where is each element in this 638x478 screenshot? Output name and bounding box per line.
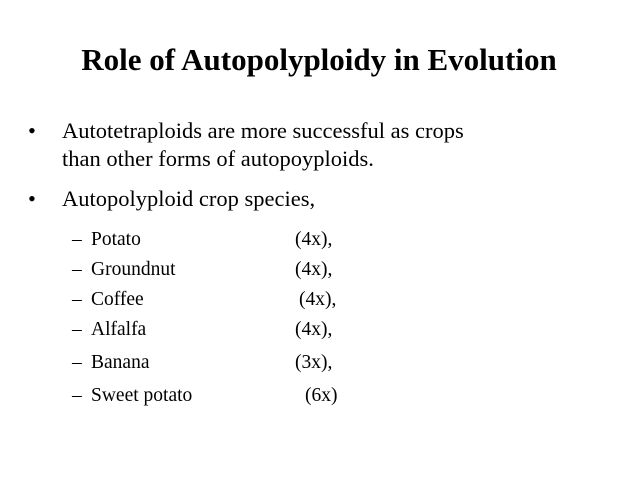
- crop-name: Sweet potato: [91, 385, 193, 406]
- sub-dash: –: [72, 319, 82, 340]
- sub-item-groundnut: [72, 257, 392, 283]
- sub-item-alfalfa: [72, 317, 392, 343]
- crop-name: Groundnut: [91, 259, 176, 280]
- crop-ploidy: (4x),: [299, 289, 337, 310]
- sub-dash: –: [72, 385, 82, 406]
- bullet-dot: •: [28, 186, 36, 211]
- crop-ploidy: (4x),: [295, 259, 333, 280]
- sub-dash: –: [72, 229, 82, 250]
- bullet-dot: •: [28, 118, 36, 143]
- crop-ploidy: (4x),: [295, 229, 333, 250]
- sub-item-sweet-potato: [72, 383, 392, 409]
- bullet-text-line: than other forms of autopoyploids.: [62, 146, 374, 171]
- bullet-text: [62, 117, 464, 173]
- sub-item-banana: [72, 350, 392, 376]
- slide-title: Role of Autopolyploidy in Evolution: [81, 42, 557, 77]
- crop-ploidy: (3x),: [295, 352, 333, 373]
- crop-ploidy: (6x): [305, 385, 338, 406]
- sub-dash: –: [72, 259, 82, 280]
- sub-dash: –: [72, 289, 82, 310]
- sub-item-potato: [72, 227, 392, 253]
- crop-name: Banana: [91, 352, 150, 373]
- crop-name: Coffee: [91, 289, 144, 310]
- crop-ploidy: (4x),: [295, 319, 333, 340]
- sub-item-coffee: [72, 287, 392, 313]
- sub-dash: –: [72, 352, 82, 373]
- crop-name: Potato: [91, 229, 141, 250]
- bullet-text-line: Autotetraploids are more successful as crops: [62, 118, 464, 143]
- bullet-text: Autopolyploid crop species,: [62, 186, 316, 211]
- crop-name: Alfalfa: [91, 319, 147, 340]
